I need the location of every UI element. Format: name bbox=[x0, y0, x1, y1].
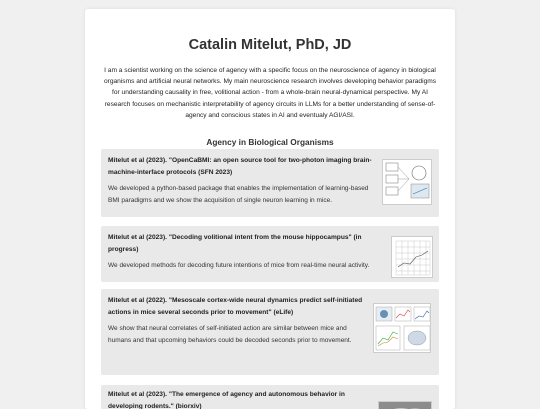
publication-description: We developed a python-based package that enables the implementation of learning-based BMI paradigms and we show the acquisition of single neuron learning in mice. bbox=[108, 185, 369, 204]
bmi-diagram-icon bbox=[382, 159, 432, 205]
publication-title[interactable]: Mitelut et al (2023). "The emergence of agency and autonomous behavior in developing rodents." (biorxiv) bbox=[108, 391, 345, 409]
publication-description: We developed methods for decoding future intentions of mice from real-time neural activity. bbox=[108, 262, 370, 269]
page-title: Catalin Mitelut, PhD, JD bbox=[188, 37, 352, 53]
grid-plot-icon bbox=[391, 236, 433, 278]
publication-title[interactable]: Mitelut et al (2023). "OpenCaBMI: an open source tool for two-photon imaging brain-machine-interface protocols (SFN 2023) bbox=[108, 157, 372, 176]
publication-card bbox=[101, 385, 439, 409]
bio-paragraph: I am a scientist working on the science of agency with a specific focus on the neuroscience of agency in biological organisms and artificial neural networks. My main neuroscience research involves developing behavior paradigms for understanding causality in free, volitional action - from a whole-brain neural-dynamical perspective. My AI research focuses on mechanistic interpretability of agency circuits in LLMs for a better understanding of sense-of-agency and conscious states in AI and eventualy AGI/ASI. bbox=[103, 67, 437, 119]
content-card bbox=[85, 9, 455, 409]
figure-panels-icon bbox=[373, 303, 431, 353]
publication-description: We show that neural correlates of self-initiated action are similar between mice and humans and that upcoming behaviors could be decoded seconds prior to movement. bbox=[108, 325, 352, 344]
publication-card bbox=[101, 226, 439, 282]
section-heading: Agency in Biological Organisms bbox=[206, 137, 334, 147]
publication-card bbox=[101, 289, 439, 375]
photo-icon bbox=[378, 401, 432, 409]
publication-title[interactable]: Mitelut et al (2023). "Decoding volitional intent from the mouse hippocampus" (in progress) bbox=[108, 234, 362, 253]
publication-card bbox=[101, 149, 439, 217]
publication-title[interactable]: Mitelut et al (2022). "Mesoscale cortex-wide neural dynamics predict self-initiated actions in mice several seconds prior to movement" (eLife) bbox=[108, 297, 363, 316]
